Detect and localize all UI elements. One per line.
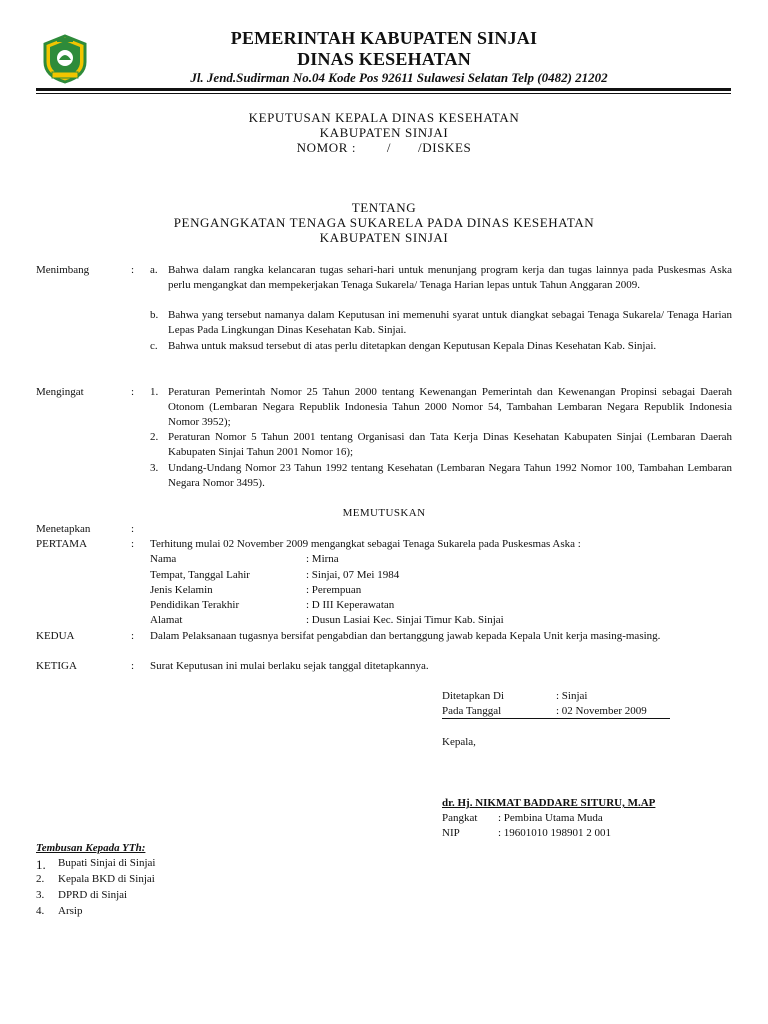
pertama-intro: Terhitung mulai 02 November 2009 mengangkat sebagai Tenaga Sukarela pada Puskesmas Aska : — [150, 538, 581, 550]
mengingat-text-2: Peraturan Nomor 5 Tahun 2001 tentang Organisasi dan Tata Kerja Dinas Kesehatan Kabupaten Sinjai (Lembaran Daerah Kabupaten Sinjai Tahun 2001 Nomor 16); — [168, 431, 732, 458]
mengingat-item-1 — [168, 385, 732, 430]
decree-title: KEPUTUSAN KEPALA DINAS KESEHATAN — [248, 110, 520, 125]
menetapkan-colon: : — [131, 523, 135, 535]
menimbang-item-c — [168, 339, 732, 354]
subject-region: KABUPATEN SINJAI — [319, 230, 449, 245]
field-value: : Sinjai, 07 Mei 1984 — [306, 569, 400, 581]
field-value: : Mirna — [306, 553, 339, 565]
menimbang-colon: : — [131, 264, 135, 276]
copies-title: Tembusan Kepada YTh: — [36, 842, 146, 854]
kedua-colon: : — [131, 630, 135, 642]
menimbang-item-b — [168, 308, 732, 338]
nip-label: NIP — [442, 827, 460, 839]
kedua-text — [150, 629, 732, 644]
place-value: : Sinjai — [556, 690, 588, 702]
mengingat-item-2 — [168, 430, 732, 460]
ketiga-text: Surat Keputusan ini mulai berlaku sejak tanggal ditetapkannya. — [150, 660, 429, 672]
copy-recipient: Bupati Sinjai di Sinjai — [58, 857, 156, 869]
menimbang-text-b: Bahwa yang tersebut namanya dalam Keputusan ini memenuhi syarat untuk diangkat sebagai Tenaga Sukarela/ Tenaga Harian Lepas Pada Lingkungan Dinas Kesehatan Kab. Sinjai. — [168, 309, 732, 336]
copy-recipient: Arsip — [58, 905, 83, 917]
field-value: : Dusun Lasiai Kec. Sinjai Timur Kab. Sinjai — [306, 614, 504, 626]
kedua-label: KEDUA — [36, 630, 75, 642]
signatory-role: Kepala, — [442, 736, 476, 748]
rank-label: Pangkat — [442, 812, 478, 824]
copy-recipient: Kepala BKD di Sinjai — [58, 873, 155, 885]
field-label: Nama — [150, 553, 177, 565]
letterhead-government: PEMERINTAH KABUPATEN SINJAI — [230, 28, 538, 48]
pertama-colon: : — [131, 538, 135, 550]
signatory-name: dr. Hj. NIKMAT BADDARE SITURU, M.AP — [442, 797, 656, 809]
nip-value: : 19601010 198901 2 001 — [498, 827, 612, 839]
mengingat-mark-2: 2. — [150, 431, 159, 443]
menimbang-text-c: Bahwa untuk maksud tersebut di atas perlu ditetapkan dengan Keputusan Kepala Dinas Kesehatan Kab. Sinjai. — [168, 340, 657, 352]
copy-number: 4. — [36, 905, 45, 917]
field-value: : D III Keperawatan — [306, 599, 395, 611]
mengingat-text-1: Peraturan Pemerintah Nomor 25 Tahun 2000 tentang Kewenangan Pemerintah dan Kewenangan Propinsi sebagai Daerah Otonom (Lembaran Negara Republik Indonesia Tahun 2000 Nomor 54, Tambahan Lembaran Negara Republik Indonesia Nomor 3952); — [168, 386, 732, 428]
field-label: Alamat — [150, 614, 183, 626]
ketiga-colon: : — [131, 660, 135, 672]
subject-title: PENGANGKATAN TENAGA SUKARELA PADA DINAS KESEHATAN — [173, 215, 595, 230]
field-label: Pendidikan Terakhir — [150, 599, 240, 611]
date-label: Pada Tanggal — [442, 705, 502, 717]
date-row — [442, 704, 670, 719]
mengingat-colon: : — [131, 386, 135, 398]
menimbang-item-a — [168, 263, 732, 293]
memutuskan-heading: MEMUTUSKAN — [342, 507, 426, 519]
menimbang-mark-a: a. — [150, 264, 158, 276]
mengingat-mark-3: 3. — [150, 462, 159, 474]
mengingat-mark-1: 1. — [150, 386, 159, 398]
decree-region: KABUPATEN SINJAI — [319, 125, 449, 140]
rank-value: : Pembina Utama Muda — [498, 812, 603, 824]
field-value: : Perempuan — [306, 584, 362, 596]
field-label: Tempat, Tanggal Lahir — [150, 569, 250, 581]
decree-number: NOMOR : / /DISKES — [296, 140, 472, 155]
letterhead-rule-thick — [36, 88, 731, 91]
date-value: : 02 November 2009 — [556, 705, 647, 717]
mengingat-text-3: Undang-Undang Nomor 23 Tahun 1992 tentang Kesehatan (Lembaran Negara Tahun 1992 Nomor 100, Tambahan Lembaran Negara Nomor 3495). — [168, 462, 732, 489]
ketiga-label: KETIGA — [36, 660, 77, 672]
copy-recipient: DPRD di Sinjai — [58, 889, 128, 901]
pertama-label: PERTAMA — [36, 538, 88, 550]
letterhead-address: Jl. Jend.Sudirman No.04 Kode Pos 92611 Sulawesi Selatan Telp (0482) 21202 — [190, 70, 608, 85]
menetapkan-label: Menetapkan — [36, 523, 91, 535]
letterhead-rule-thin — [36, 93, 731, 94]
menimbang-mark-c: c. — [150, 340, 158, 352]
menimbang-text-a: Bahwa dalam rangka kelancaran tugas sehari-hari untuk menunjang program kerja dan tugas lainnya pada Puskesmas Aska perlu mengangkat dan mempekerjakan Tenaga Sukarela/ Tenaga Harian lepas untuk Tahun Anggaran 2009. — [168, 264, 732, 291]
subject-heading: TENTANG — [351, 200, 417, 215]
place-label: Ditetapkan Di — [442, 690, 505, 702]
mengingat-item-3 — [168, 461, 732, 491]
menimbang-label: Menimbang — [36, 264, 90, 276]
kedua-paragraph: Dalam Pelaksanaan tugasnya bersifat pengabdian dan bertanggung jawab kepada Kepala Unit kerja masing-masing. — [150, 630, 661, 642]
copy-number: 1. — [36, 857, 46, 872]
copy-number: 3. — [36, 889, 45, 901]
menimbang-mark-b: b. — [150, 309, 159, 321]
letterhead-office: DINAS KESEHATAN — [297, 49, 471, 69]
mengingat-label: Mengingat — [36, 386, 84, 398]
field-label: Jenis Kelamin — [150, 584, 213, 596]
copy-number: 2. — [36, 873, 45, 885]
